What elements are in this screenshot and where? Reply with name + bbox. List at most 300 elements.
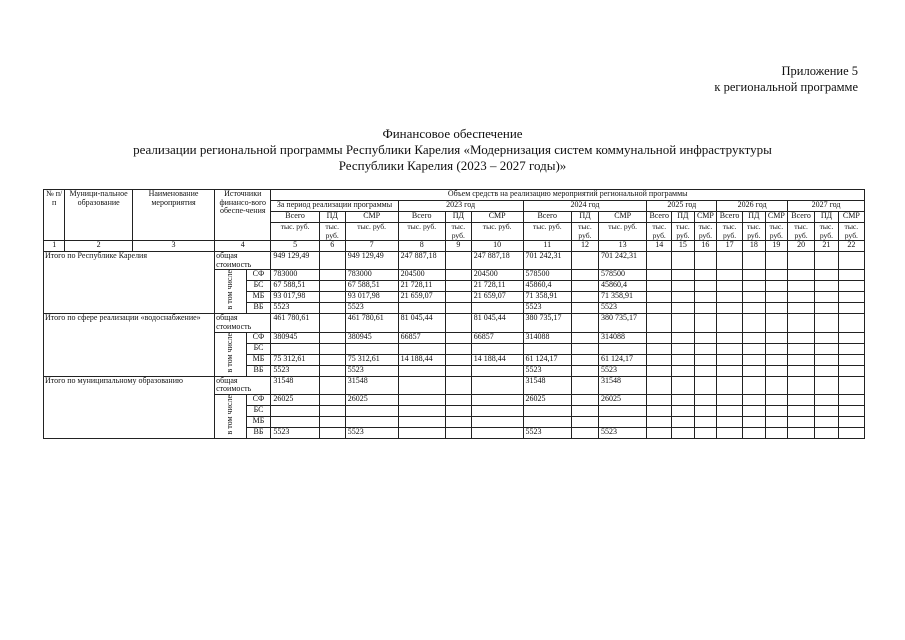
hdr-unit: тыс. руб. [523,223,571,241]
col-number: 19 [765,241,788,252]
value-cell [765,365,788,376]
value-cell [838,376,864,394]
value-cell [788,365,815,376]
value-cell [788,394,815,405]
source-label-vb: ВБ [246,365,271,376]
value-cell [445,354,471,365]
value-cell [694,427,717,438]
value-cell [788,292,815,303]
value-cell [319,343,345,354]
value-cell: 5523 [345,365,398,376]
value-cell: 61 124,17 [523,354,571,365]
value-cell [694,332,717,343]
value-cell [838,303,864,314]
value-cell [445,292,471,303]
value-cell: 5523 [345,427,398,438]
total-cost-label: общая стоимость [215,376,271,394]
value-cell [319,354,345,365]
value-cell [271,405,319,416]
value-cell [471,303,523,314]
value-cell [445,405,471,416]
value-cell [815,376,839,394]
value-cell [765,303,788,314]
value-cell: 5523 [598,427,646,438]
value-cell [815,405,839,416]
col-number: 10 [471,241,523,252]
value-cell [717,270,743,281]
hdr-municipality: Муници-пальное образование [65,190,133,241]
hdr-measure: Наименование мероприятия [132,190,214,241]
value-cell [271,416,319,427]
value-cell [445,365,471,376]
value-cell [815,365,839,376]
section-title: Итого по Республике Карелия [44,252,215,314]
value-cell [717,332,743,343]
value-cell [319,376,345,394]
value-cell: 81 045,44 [398,314,445,332]
value-cell [398,376,445,394]
value-cell [743,354,766,365]
appendix-line-1: Приложение 5 [781,64,858,78]
section-total-row [44,376,865,394]
value-cell [672,394,695,405]
value-cell [838,252,864,270]
col-number: 15 [672,241,695,252]
source-label-vb: ВБ [246,427,271,438]
value-cell [838,427,864,438]
value-cell [788,303,815,314]
value-cell [571,281,598,292]
col-number: 21 [815,241,839,252]
title-line-3: Республики Карелия (2023 – 2027 годы)» [338,158,567,173]
value-cell [788,405,815,416]
value-cell [319,314,345,332]
value-cell [471,394,523,405]
hdr-sub: СМР [694,212,717,223]
hdr-sub: СМР [598,212,646,223]
value-cell [672,376,695,394]
value-cell: 701 242,31 [598,252,646,270]
section-title: Итого по сфере реализации «водоснабжение» [44,314,215,376]
hdr-sub: Всего [398,212,445,223]
hdr-unit: тыс. руб. [815,223,839,241]
value-cell [838,365,864,376]
value-cell [743,303,766,314]
value-cell [647,343,672,354]
appendix-note [714,63,858,95]
value-cell: 314088 [523,332,571,343]
col-number: 6 [319,241,345,252]
value-cell: 14 188,44 [471,354,523,365]
value-cell [838,292,864,303]
hdr-sub: Всего [523,212,571,223]
value-cell [815,416,839,427]
source-label-sf: СФ [246,394,271,405]
value-cell: 61 124,17 [598,354,646,365]
value-cell: 66857 [471,332,523,343]
value-cell [765,343,788,354]
value-cell [398,427,445,438]
value-cell [717,314,743,332]
value-cell: 45860,4 [523,281,571,292]
value-cell: 71 358,91 [598,292,646,303]
value-cell [743,270,766,281]
value-cell [765,292,788,303]
value-cell [647,303,672,314]
value-cell [571,252,598,270]
col-number: 1 [44,241,65,252]
col-number: 7 [345,241,398,252]
col-number: 9 [445,241,471,252]
value-cell [571,332,598,343]
value-cell [672,427,695,438]
source-label-mb: МБ [246,354,271,365]
col-number: 18 [743,241,766,252]
value-cell [743,416,766,427]
value-cell: 5523 [523,427,571,438]
value-cell [398,416,445,427]
value-cell: 81 045,44 [471,314,523,332]
hdr-unit: тыс. руб. [571,223,598,241]
value-cell: 75 312,61 [271,354,319,365]
incl-vertical-text: в том числе [225,394,235,435]
hdr-sub: СМР [345,212,398,223]
value-cell [717,292,743,303]
source-label-bs: БС [246,343,271,354]
hdr-sub: СМР [765,212,788,223]
col-number: 4 [215,241,271,252]
col-number: 13 [598,241,646,252]
value-cell [694,314,717,332]
value-cell [838,314,864,332]
value-cell [717,394,743,405]
value-cell [471,343,523,354]
value-cell [765,376,788,394]
hdr-unit: тыс. руб. [471,223,523,241]
value-cell [398,365,445,376]
header-row-1 [44,190,865,201]
hdr-year: 2024 год [523,201,647,212]
value-cell [815,427,839,438]
value-cell [694,405,717,416]
value-cell [717,281,743,292]
value-cell: 5523 [523,303,571,314]
value-cell: 26025 [271,394,319,405]
value-cell [672,354,695,365]
value-cell: 93 017,98 [271,292,319,303]
value-cell [398,394,445,405]
value-cell [788,427,815,438]
hdr-unit: тыс. руб. [598,223,646,241]
hdr-sub: Всего [788,212,815,223]
value-cell [788,354,815,365]
value-cell [445,343,471,354]
value-cell [523,416,571,427]
value-cell [647,354,672,365]
col-number: 22 [838,241,864,252]
value-cell: 31548 [345,376,398,394]
hdr-sub: ПД [672,212,695,223]
value-cell [271,343,319,354]
value-cell [838,343,864,354]
value-cell [647,314,672,332]
value-cell [815,303,839,314]
value-cell: 26025 [523,394,571,405]
value-cell [694,416,717,427]
value-cell [571,270,598,281]
hdr-unit: тыс. руб. [345,223,398,241]
value-cell [571,354,598,365]
value-cell [319,303,345,314]
value-cell [672,281,695,292]
value-cell [571,416,598,427]
value-cell [743,405,766,416]
value-cell [717,427,743,438]
value-cell [717,303,743,314]
value-cell: 380945 [345,332,398,343]
value-cell: 5523 [598,365,646,376]
value-cell [398,405,445,416]
section-total-row [44,314,865,332]
value-cell [647,405,672,416]
hdr-year: 2027 год [788,201,865,212]
value-cell [647,365,672,376]
value-cell [445,376,471,394]
value-cell [647,427,672,438]
value-cell [571,394,598,405]
value-cell [445,394,471,405]
value-cell [765,354,788,365]
value-cell [571,427,598,438]
value-cell: 31548 [271,376,319,394]
value-cell [571,405,598,416]
hdr-unit: тыс. руб. [647,223,672,241]
value-cell [694,303,717,314]
hdr-num: № п/п [44,190,65,241]
col-number: 2 [65,241,133,252]
value-cell [788,376,815,394]
value-cell [717,416,743,427]
value-cell [743,427,766,438]
value-cell [345,405,398,416]
value-cell [694,292,717,303]
value-cell: 66857 [398,332,445,343]
value-cell: 380945 [271,332,319,343]
value-cell: 314088 [598,332,646,343]
value-cell [765,427,788,438]
value-cell [471,427,523,438]
hdr-sub: ПД [319,212,345,223]
value-cell [788,416,815,427]
value-cell [319,292,345,303]
source-label-sf: СФ [246,332,271,343]
value-cell [743,394,766,405]
value-cell [815,343,839,354]
hdr-unit: тыс. руб. [838,223,864,241]
hdr-sub: Всего [647,212,672,223]
value-cell [815,394,839,405]
value-cell [319,365,345,376]
value-cell [672,292,695,303]
value-cell [445,314,471,332]
section-total-row [44,252,865,270]
value-cell [445,427,471,438]
hdr-sub: ПД [743,212,766,223]
value-cell [345,416,398,427]
value-cell [788,314,815,332]
hdr-year: 2023 год [398,201,523,212]
value-cell [319,405,345,416]
value-cell [717,376,743,394]
value-cell [647,292,672,303]
value-cell: 67 588,51 [345,281,398,292]
value-cell: 949 129,49 [345,252,398,270]
table-body [44,190,865,439]
value-cell [571,365,598,376]
value-cell: 14 188,44 [398,354,445,365]
value-cell [694,365,717,376]
col-number: 17 [717,241,743,252]
value-cell [471,416,523,427]
value-cell [647,416,672,427]
value-cell [815,292,839,303]
value-cell [765,416,788,427]
value-cell [838,332,864,343]
value-cell [672,332,695,343]
title-line-1: Финансовое обеспечение [382,126,523,141]
value-cell: 380 735,17 [523,314,571,332]
value-cell [788,270,815,281]
value-cell [571,343,598,354]
value-cell: 31548 [598,376,646,394]
source-label-bs: БС [246,405,271,416]
value-cell [445,281,471,292]
value-cell [672,365,695,376]
value-cell [765,332,788,343]
value-cell [765,281,788,292]
value-cell: 461 780,61 [345,314,398,332]
value-cell [672,416,695,427]
value-cell [672,405,695,416]
value-cell: 783000 [345,270,398,281]
value-cell [694,354,717,365]
value-cell [694,281,717,292]
hdr-sub: Всего [717,212,743,223]
total-cost-label: общая стоимость [215,314,271,332]
value-cell [694,376,717,394]
hdr-sources: Источники финансо-вого обеспе-чения [215,190,271,241]
value-cell [838,270,864,281]
value-cell [815,332,839,343]
section-title: Итого по муниципальному образованию [44,376,215,438]
col-number: 3 [132,241,214,252]
col-number: 20 [788,241,815,252]
value-cell: 26025 [345,394,398,405]
value-cell: 5523 [345,303,398,314]
hdr-period-total: За период реализации программы [271,201,398,212]
value-cell [398,343,445,354]
col-number: 16 [694,241,717,252]
appendix-line-2: к региональной программе [714,80,858,94]
value-cell [647,281,672,292]
hdr-unit: тыс. руб. [672,223,695,241]
value-cell: 5523 [271,365,319,376]
hdr-unit: тыс. руб. [398,223,445,241]
value-cell [743,376,766,394]
value-cell: 21 659,07 [398,292,445,303]
hdr-unit: тыс. руб. [271,223,319,241]
value-cell [672,343,695,354]
hdr-unit: тыс. руб. [717,223,743,241]
value-cell [788,332,815,343]
hdr-unit: тыс. руб. [694,223,717,241]
value-cell: 949 129,49 [271,252,319,270]
hdr-unit: тыс. руб. [788,223,815,241]
value-cell [717,405,743,416]
value-cell [743,281,766,292]
value-cell [815,354,839,365]
value-cell [743,332,766,343]
value-cell: 21 659,07 [471,292,523,303]
value-cell [571,314,598,332]
value-cell [445,332,471,343]
column-number-row [44,241,865,252]
value-cell [647,376,672,394]
value-cell [319,394,345,405]
value-cell [743,252,766,270]
value-cell: 5523 [598,303,646,314]
hdr-year: 2025 год [647,201,717,212]
document-title [0,126,905,174]
value-cell [647,270,672,281]
value-cell [788,343,815,354]
value-cell: 578500 [523,270,571,281]
hdr-unit: тыс. руб. [743,223,766,241]
col-number: 12 [571,241,598,252]
value-cell: 5523 [271,427,319,438]
value-cell: 21 728,11 [471,281,523,292]
financing-table [43,189,865,439]
value-cell [319,416,345,427]
hdr-sub: Всего [271,212,319,223]
value-cell [717,343,743,354]
incl-label [215,394,247,438]
hdr-unit: тыс. руб. [319,223,345,241]
value-cell [717,252,743,270]
value-cell [788,281,815,292]
value-cell [815,252,839,270]
value-cell [788,252,815,270]
title-line-2: реализации региональной программы Республики Карелия «Модернизация систем коммунальной инфраструктуры [133,142,772,157]
value-cell [598,405,646,416]
value-cell [445,416,471,427]
value-cell [717,365,743,376]
value-cell [743,343,766,354]
value-cell [345,343,398,354]
value-cell [838,354,864,365]
value-cell: 461 780,61 [271,314,319,332]
hdr-sub: ПД [445,212,471,223]
total-cost-label: общая стоимость [215,252,271,270]
value-cell [694,252,717,270]
value-cell [743,314,766,332]
value-cell [838,405,864,416]
hdr-sub: ПД [571,212,598,223]
value-cell [694,394,717,405]
value-cell [647,394,672,405]
value-cell: 247 887,18 [398,252,445,270]
value-cell [471,405,523,416]
